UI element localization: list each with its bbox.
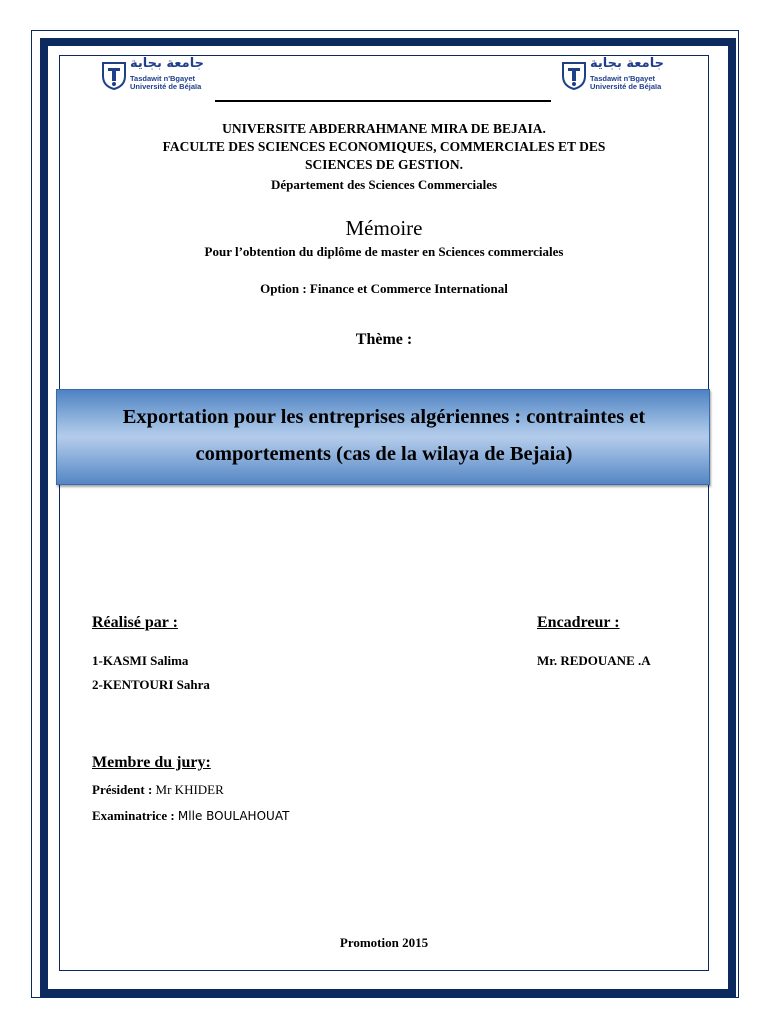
authors-label: Réalisé par : (92, 614, 178, 631)
author-name-2: 2-KENTOURI Sahra (92, 677, 210, 692)
diploma-purpose: Pour l’obtention du diplôme de master en Sciences commerciales (204, 244, 564, 259)
logo-arabic-text: جامعة بجاية (590, 56, 664, 71)
examiner-key: Examinatrice : (92, 808, 175, 823)
promotion-year: Promotion 2015 (339, 935, 429, 950)
president-value: Mr KHIDER (155, 782, 224, 797)
university-emblem-icon (100, 60, 128, 90)
university-logo-left (100, 58, 210, 92)
university-logo-right (560, 58, 670, 92)
document-type: Mémoire (345, 216, 423, 240)
supervisor-name: Mr. REDOUANE .A (537, 653, 651, 668)
theme-title-line1: Exportation pour les entreprises algériennes : contraintes et (122, 406, 646, 428)
university-header (0, 120, 768, 174)
logo-text-line1: Tasdawit n'Bgayet (590, 74, 655, 83)
jury-president (92, 782, 224, 798)
logo-text-line1: Tasdawit n'Bgayet (130, 74, 195, 83)
logo-text-line2: Université de Béjaïa (590, 82, 662, 91)
theme-title-line2: comportements (cas de la wilaya de Bejaia) (195, 443, 573, 465)
faculty-line-cont: SCIENCES DE GESTION. (305, 157, 463, 172)
author-name-1: 1-KASMI Salima (92, 653, 189, 668)
jury-examiner (92, 808, 289, 824)
supervisor-label: Encadreur : (537, 614, 620, 631)
university-line: UNIVERSITE ABDERRAHMANE MIRA DE BEJAIA. (222, 121, 546, 136)
header-divider (215, 100, 551, 102)
logo-text-line2: Université de Béjaïa (130, 82, 202, 91)
logo-arabic-text: جامعة بجاية (130, 56, 204, 71)
department-name: Département des Sciences Commerciales (270, 177, 498, 192)
examiner-value: Mlle BOULAHOUAT (177, 809, 290, 823)
jury-label: Membre du jury: (92, 754, 211, 771)
theme-title (57, 399, 711, 473)
university-emblem-icon (560, 60, 588, 90)
faculty-line: FACULTE DES SCIENCES ECONOMIQUES, COMMERCIALES ET DES (162, 139, 606, 154)
theme-title-box (56, 389, 710, 485)
option-line: Option : Finance et Commerce International (260, 281, 508, 296)
theme-label: Thème : (355, 331, 413, 348)
president-key: Président : (92, 782, 153, 797)
